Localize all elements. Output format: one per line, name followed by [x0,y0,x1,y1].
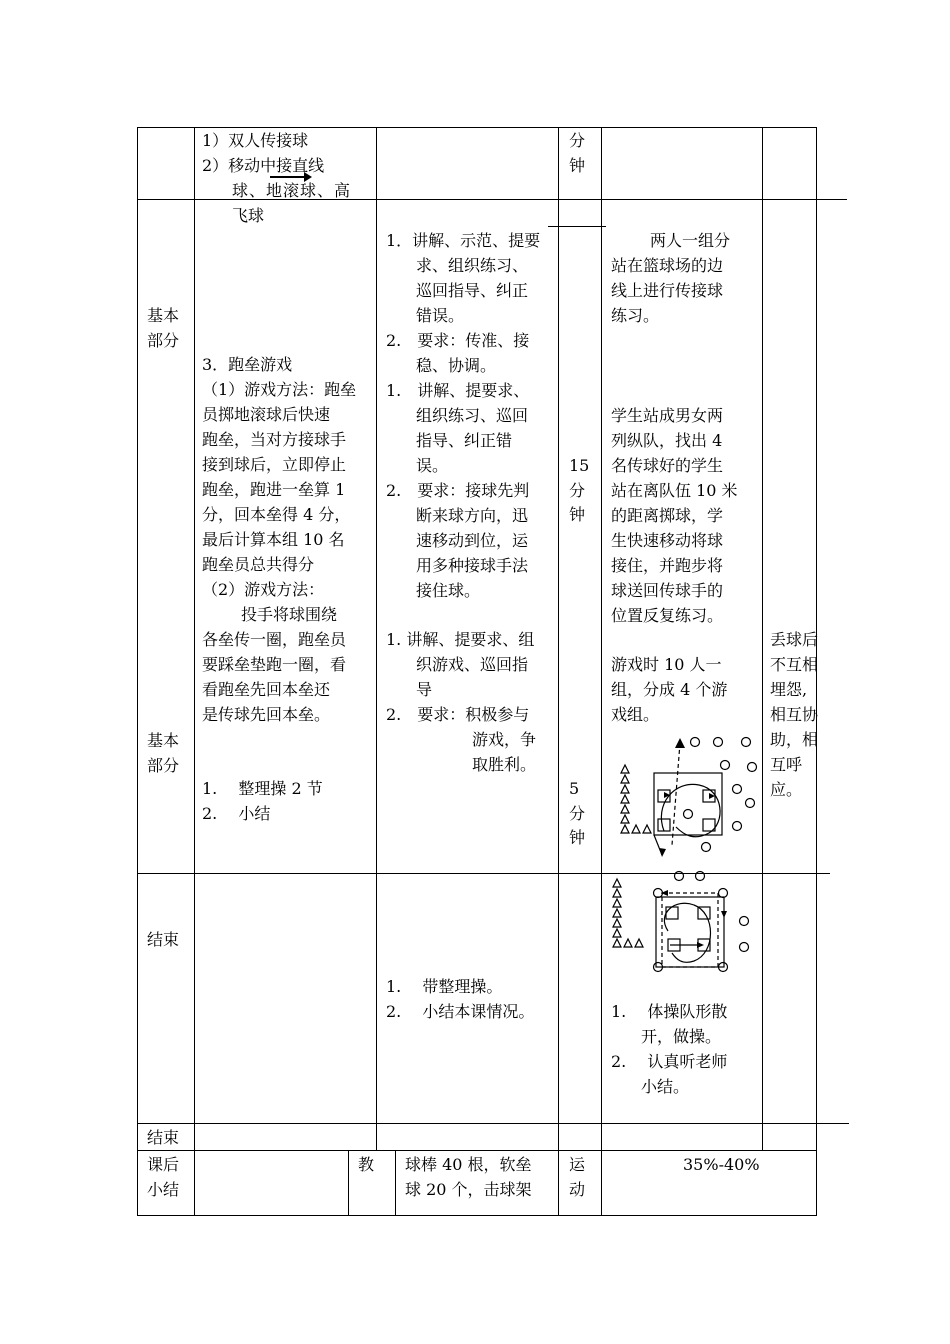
table-col-divider-bottom-a [348,1150,349,1216]
game-line: 跑垒，跑进一垒算 1 [202,480,346,499]
student-line: 名传球好的学生 [611,456,724,475]
student-line: 组，分成 4 个游 [611,680,728,699]
move-arrow-icon [270,170,312,184]
game-title: 3．跑垒游戏 [202,355,293,374]
game-line: 要踩垒垫跑一圈，看 [202,655,347,674]
teacher-line: 用多种接球手法 [416,556,529,575]
game-line: 跑垒员总共得分 [202,555,315,574]
ending-item: 2. 小结 [202,804,271,823]
table-border-top [137,127,817,128]
student-line: 生快速移动将球 [611,531,724,550]
teacher-line: 指导、纠正错 [416,431,513,450]
table-col-divider-1 [194,127,195,1216]
note-line: 不互相 [770,655,819,674]
student-line: 位置反复练习。 [611,606,724,625]
game-line: 接到球后，立即停止 [202,455,347,474]
teacher-line: 导 [416,680,433,699]
teacher-line: 接住球。 [416,581,481,600]
teacher-line: 组织练习、巡回 [416,406,529,425]
teacher-line: 2. 要求：积极参与 [386,705,530,724]
teacher-line: 2. 要求：传准、接 [386,331,530,350]
table-col-divider-4 [601,127,602,1216]
time-end: 5 分 钟 [569,779,586,847]
student-line: 球送回传球手的 [611,581,724,600]
student-line: 练习。 [611,306,660,325]
table-col-divider-5 [762,127,763,1151]
table-border-left [137,127,138,1216]
equipment-line: 球 20 个，击球架 [405,1180,532,1199]
student-line: 两人一组分 [650,231,731,250]
teacher-line: 1. 讲解、提要求、组 [386,630,535,649]
teach-label: 教 [358,1155,375,1174]
teacher-line: 1. 讲解、提要求、 [386,381,530,400]
student-line: 站在离队伍 10 米 [611,481,738,500]
game-line: 各垒传一圈，跑垒员 [202,630,347,649]
teacher-line: 2. 要求：接球先判 [386,481,530,500]
teacher-line: 1. 带整理操。 [386,977,503,996]
row-header-end-1: 结束 [147,930,180,949]
game-line: 最后计算本组 10 名 [202,530,345,549]
student-line: 开，做操。 [641,1027,722,1046]
student-line: 小结。 [641,1077,690,1096]
table-row-divider-3 [137,1123,849,1124]
student-line: 2. 认真听老师 [611,1052,728,1071]
student-line: 线上进行传接球 [611,281,724,300]
content-item: 飞球 [232,206,265,225]
game-line: 员掷地滚球后快速 [202,405,331,424]
game-line: 跑垒，当对方接球手 [202,430,347,449]
table-col-divider-3 [558,127,559,1216]
teacher-line: 巡回指导、纠正 [416,281,529,300]
row-header-basic-part-2: 基本 部分 [147,731,180,775]
student-line: 列纵队，找出 4 [611,431,723,450]
equipment-line: 球棒 40 根，软垒 [405,1155,532,1174]
table-col-divider-bottom-b [395,1150,396,1216]
teacher-line: 2. 小结本课情况。 [386,1002,535,1021]
note-line: 助，相 [770,730,819,749]
teacher-line: 1．讲解、示范、提要 [386,231,541,250]
note-line: 埋怨, [770,680,808,699]
teacher-line: 断来球方向，迅 [416,506,529,525]
table-border-bottom [137,1215,817,1216]
table-row-divider-4 [137,1150,817,1151]
teacher-line: 织游戏、巡回指 [416,655,529,674]
game-formation-diagram [614,735,758,863]
game-line: 分，回本垒得 4 分， [202,505,351,524]
student-line: 1. 体操队形散 [611,1002,728,1021]
game-line: 看跑垒先回本垒还 [202,680,331,699]
game-line: （1）游戏方法：跑垒 [202,380,357,399]
warmup-formation-diagram [606,873,756,978]
time-after: 运 动 [569,1155,586,1199]
content-item: 球、地滚球、高 [232,181,352,200]
student-line: 学生站成男女两 [611,406,724,425]
game-method-2-title: （2）游戏方法： [202,580,325,599]
row-header-basic-part-1: 基本 部分 [147,306,180,350]
student-line: 站在篮球场的边 [611,256,724,275]
table-col-divider-2 [376,127,377,1151]
student-line: 的距离掷球，学 [611,506,724,525]
content-item: 1）双人传接球 [202,131,309,150]
time-top: 分 钟 [569,131,586,175]
teacher-line: 误。 [416,456,449,475]
time-mid: 15 分 钟 [569,456,590,524]
teacher-line: 求、组织练习、 [416,256,529,275]
teacher-line: 游戏，争 [472,730,537,749]
game-line: 投手将球围绕 [241,605,338,624]
teacher-line: 错误。 [416,306,465,325]
row-header-end-2: 结束 [147,1128,180,1147]
content-item: 2）移动中接直线 [202,156,325,175]
teacher-line: 稳、协调。 [416,356,497,375]
teacher-line: 取胜利。 [472,755,537,774]
row-header-after-class: 课后 小结 [147,1155,180,1199]
student-line: 游戏时 10 人一 [611,655,722,674]
note-line: 应。 [770,780,803,799]
note-line: 相互协 [770,705,819,724]
teacher-line: 速移动到位，运 [416,531,529,550]
exercise-load: 35%-40% [683,1155,760,1174]
table-row-divider-short [548,226,606,227]
game-line: 是传球先回本垒。 [202,705,331,724]
note-line: 丢球后 [770,630,819,649]
student-line: 接住，并跑步将 [611,556,724,575]
ending-item: 1. 整理操 2 节 [202,779,323,798]
student-line: 戏组。 [611,705,660,724]
note-line: 互呼 [770,755,803,774]
